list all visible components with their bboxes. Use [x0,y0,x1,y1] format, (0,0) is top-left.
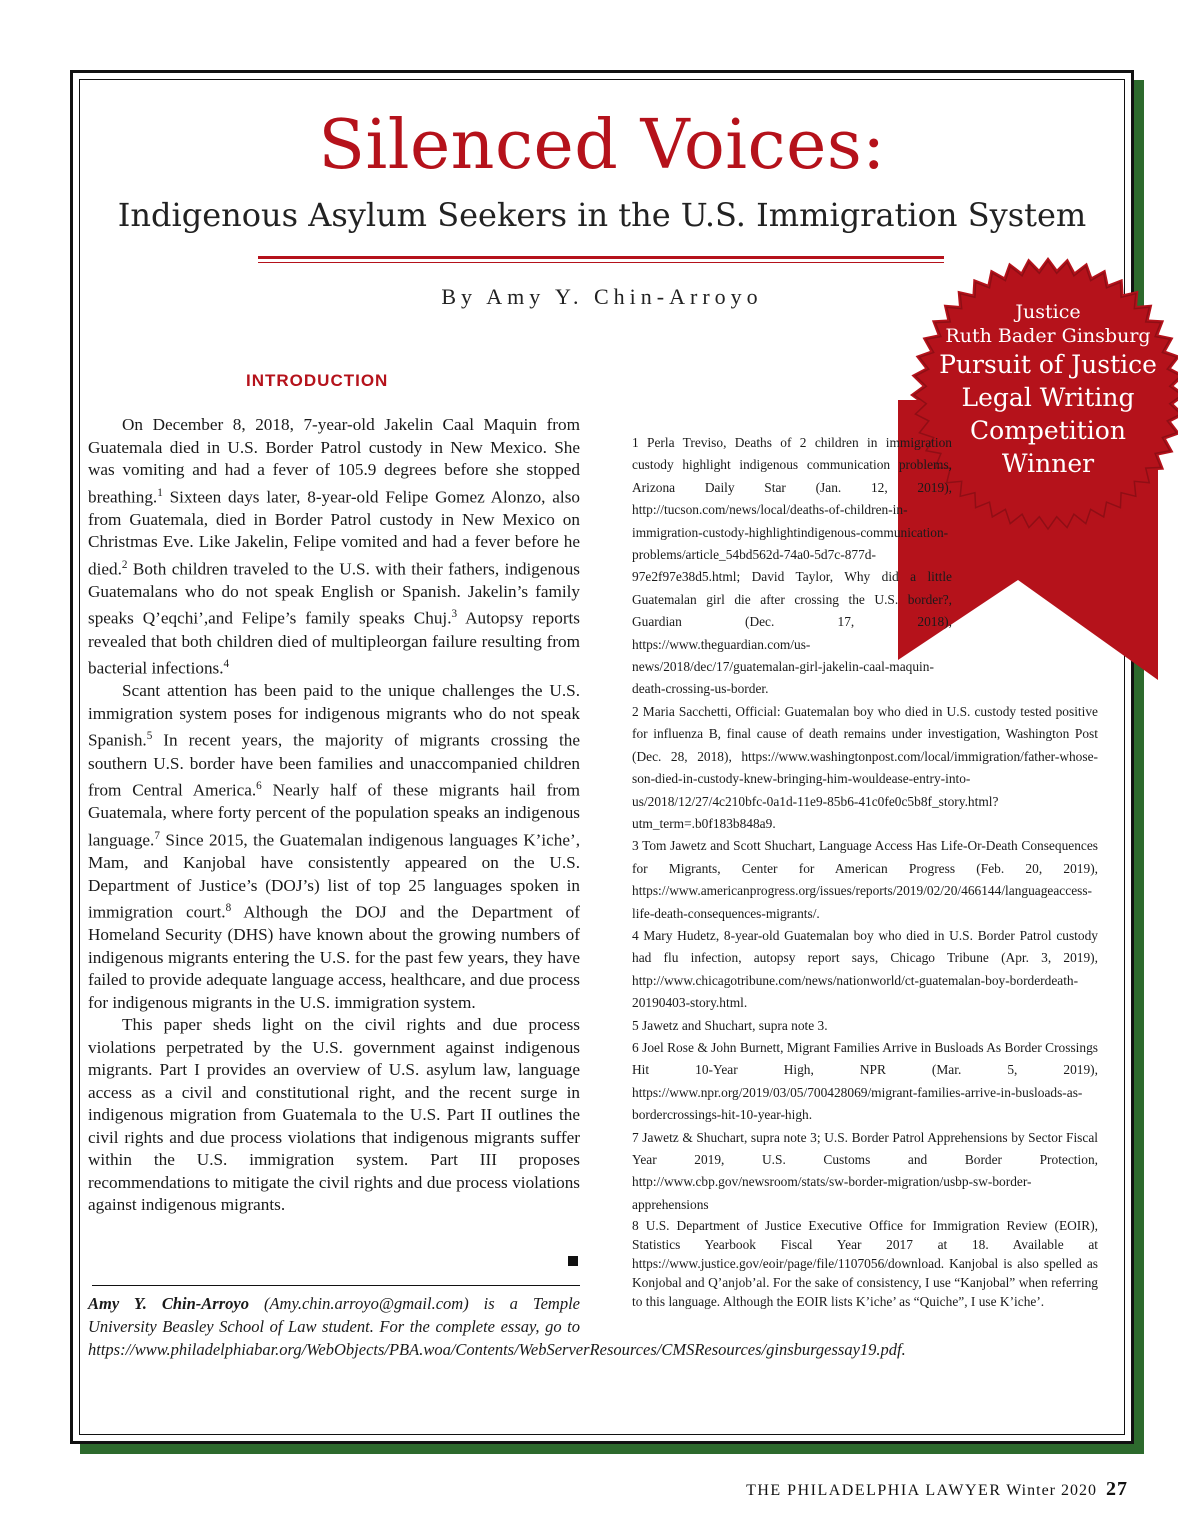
badge-line-winner: Winner [1001,449,1095,478]
footnote-ref[interactable]: 1 [157,486,163,499]
title-rule-thin [258,262,944,263]
footnotes [632,432,1098,1311]
issue-date: Winter 2020 [1006,1482,1097,1499]
footnote-ref[interactable]: 4 [223,658,230,671]
end-mark [568,1256,578,1266]
article-body [88,414,580,1217]
badge-line-pursuit: Pursuit of Justice [939,350,1157,379]
body-paragraph: Scant attention has been paid to the unique challenges the U.S. immigration system poses for indigenous migrants who do not speak Spanish.$^5$ In recent years, the majority of migrants crossing the southern U.S. border have been families and unaccompanied children from Central America.$^6$ Nearly half of these migrants hail from Guatemala, where forty percent of the population speaks an indigenous language.$^7$ Since 2015, the Guatemalan indigenous languages K’iche’, Mam, and Kanjobal have consistently appeared on the U.S. Department of Justice’s (DOJ’s) list of top 25 languages spoken in immigration court.$^8$ Although the DOJ and the Department of Homeland Security (DHS) have known about the growing numbers of indigenous migrants entering the U.S. for the past few years, they have failed to provide adequate language access, healthcare, and due process for indigenous migrants in the U.S. immigration system. [88,681,580,1012]
footnote-6: 6 Joel Rose & John Burnett, Migrant Families Arrive in Busloads As Border Crossings Hit 10-Year High, NPR (Mar. 5, 2019), https://www.npr.org/2019/03/05/700428069/migrant-families-arrive-in-busloads-as-bordercrossings-hit-10-year-high. [632,1039,1098,1123]
page-footer [746,1478,1128,1501]
footnote-3: 3 Tom Jawetz and Scott Shuchart, Language Access Has Life-Or-Death Consequences for Migrants, Center for American Progress (Feb. 20, 2019), https://www.americanprogress.org/issues/reports/2019/02/20/466144/languageaccess-life-death-consequences-migrants/. [632,838,1098,921]
badge-line-justice: Justice [1015,301,1081,323]
section-heading: INTRODUCTION [246,371,389,390]
footnote-5: 5 Jawetz and Shuchart, supra note 3. [632,1017,828,1033]
author-name: Amy Y. Chin-Arroyo [88,1294,249,1313]
byline: By Amy Y. Chin-Arroyo [441,284,763,309]
badge-line-legal-writing: Legal Writing [961,383,1135,412]
body-paragraph: This paper sheds light on the civil rights and due process violations perpetrated by the U.S. government against indigenous migrants. Part I provides an overview of U.S. asylum law, language access as a civil and constitutional right, and the recent surge in indigenous migration from Guatemala to the U.S. Part II outlines the civil rights and due process violations that indigenous migrants suffer within the U.S. immigration system. Part III proposes recommendations to mitigate the civil rights and due process violations against indigenous migrants. [88,1015,580,1215]
footnote-ref[interactable]: 5 [146,730,153,743]
footnote-1: 1 Perla Treviso, Deaths of 2 children in immigration custody highlight indigenous communication problems, Arizona Daily Star (Jan. 12, 2019), http://tucson.com/news/local/deaths-of-children-in-immigration-custody-highlightindigenous-communication-problems/article_54bd562d-74a0-5d7c-877d-97e2f97e38d5.html; David Taylor, Why did a little Guatemalan girl die after crossing the U.S. border?, Guardian (Dec. 17, 2018), https://www.theguardian.com/us-news/2018/dec/17/guatemalan-girl-jakelin-caal-maquin-death-crossing-us-border. [632,435,952,697]
footnote-ref[interactable]: 8 [225,902,232,915]
title-rule [258,256,944,259]
footnote-7: 7 Jawetz & Shuchart, supra note 3; U.S. Border Patrol Apprehensions by Sector Fiscal Year 2019, U.S. Customs and Border Protection, http://www.cbp.gov/newsroom/stats/sw-border-migration/usbp-sw-border-apprehensions [632,1129,1098,1212]
footnote-4: 4 Mary Hudetz, 8-year-old Guatemalan boy who died in U.S. Border Patrol custody had flu infection, autopsy report says, Chicago Tribune (Apr. 3, 2019), http://www.chicagotribune.com/news/nationworld/ct-guatemalan-boy-borderdeath-20190403-story.html. [632,927,1098,1011]
footnote-ref[interactable]: 7 [154,829,160,842]
footnote-8: 8 U.S. Department of Justice Executive Office for Immigration Review (EOIR), Statistics Yearbook Fiscal Year 2017 at 18. Available at https://www.justice.gov/eoir/page/file/1107056/download. Kanjobal is also spelled as Konjobal and Q’anjob’al. For the sake of consistency, I use “Kanjobal” when referring to this language. Although the EOIR lists K’iche’ as “Quiche”, I use K’iche’. [632,1218,1098,1310]
article-subtitle: Indigenous Asylum Seekers in the U.S. Immigration System [117,196,1087,234]
author-rule [92,1285,580,1286]
body-paragraph: On December 8, 2018, 7-year-old Jakelin Caal Maquin from Guatemala died in U.S. Border Patrol custody in New Mexico. She was vomiting and had a fever of 105.9 degrees before she stopped breathing.$^1$ Sixteen days later, 8-year-old Felipe Gomez Alonzo, also from Guatemala, died in Border Patrol custody in New Mexico on Christmas Eve. Like Jakelin, Felipe vomited and had a fever before he died.$^2$ Both children traveled to the U.S. with their fathers, indigenous Guatemalans who do not speak English or Spanish. Jakelin’s family speaks Q’eqchi’,and Felipe’s family speaks Chuj.$^3$ Autopsy reports revealed that both children died of multipleorgan failure resulting from bacterial infections.$^4$ [88,415,581,678]
footnote-ref[interactable]: 6 [256,780,262,793]
author-note [88,1292,906,1361]
footnote-ref[interactable]: 2 [121,558,128,571]
article-title: Silenced Voices: [318,106,886,185]
badge-line-name: Ruth Bader Ginsburg [945,325,1151,347]
badge-line-competition: Competition [970,416,1126,445]
publication-name: THE PHILADELPHIA LAWYER [746,1482,1002,1499]
footnote-2: 2 Maria Sacchetti, Official: Guatemalan boy who died in U.S. custody tested positive for influenza B, final cause of death remains under investigation, Washington Post (Dec. 28, 2018), https://www.washingtonpost.com/local/immigration/father-whose-son-died-in-custody-knew-bringing-him-wouldease-entry-into-us/2018/12/27/4c210bfc-0a1d-11e9-85b6-41c0fe0c5b8f_story.html?utm_term=.b0f183b848a9. [632,703,1098,831]
footnote-ref[interactable]: 3 [451,608,458,621]
author-note-text[interactable]: (Amy.chin.arroyo@gmail.com) is a Temple University Beasley School of Law student. For the complete essay, go to https://www.philadelphiabar.org/WebObjects/PBA.woa/Contents/WebServerResources/CMSResources/ginsburgessay19.pdf. [88,1294,906,1359]
page-number: 27 [1106,1478,1128,1500]
